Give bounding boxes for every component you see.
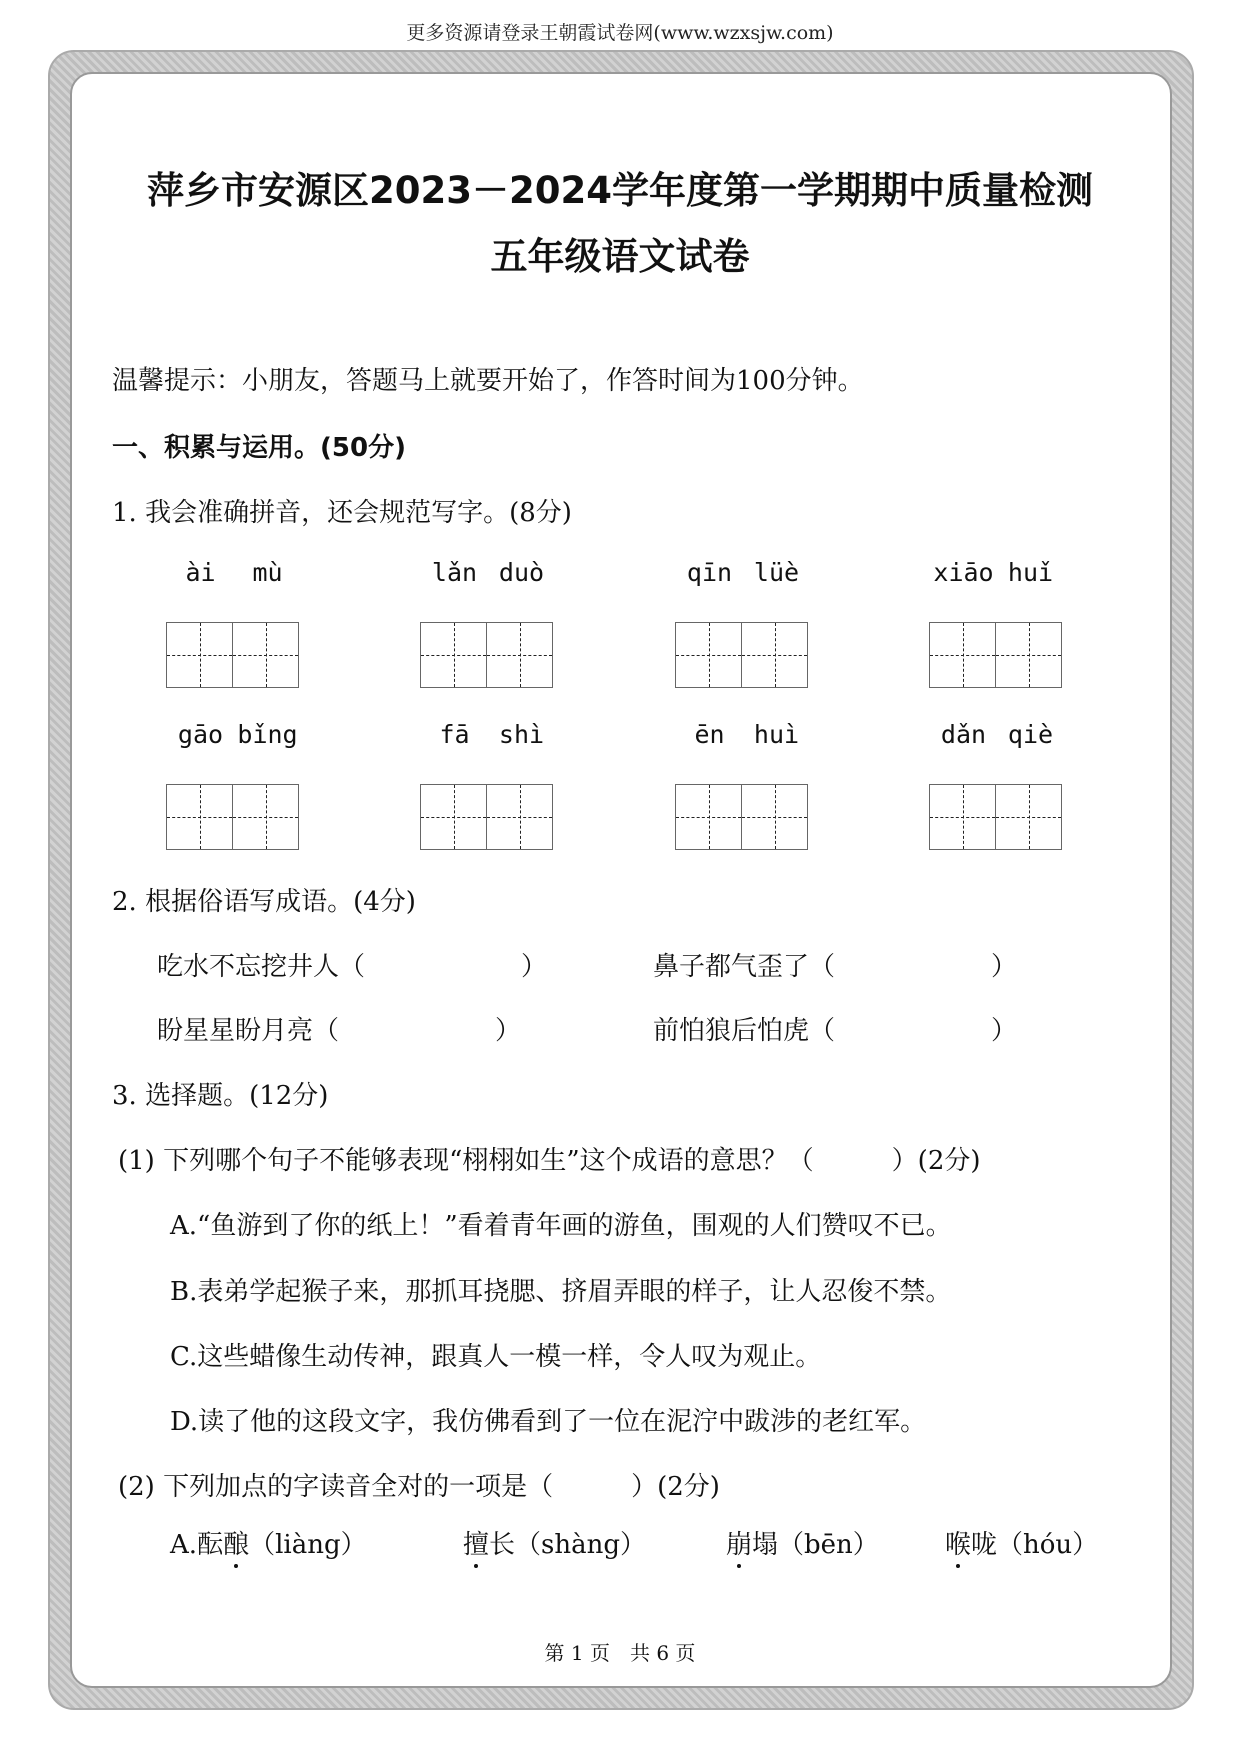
word-pinyin: （hóu）	[997, 1530, 1099, 1560]
pinyin-label: fā	[439, 720, 470, 749]
idiom-item: 吃水不忘挖井人（ ）	[157, 952, 548, 982]
grid-cell[interactable]	[486, 784, 553, 850]
q2-prompt: 2. 根据俗语写成语。(4分)	[112, 887, 416, 917]
word-char: 塌	[752, 1530, 779, 1560]
pinyin-label: gāo	[177, 720, 224, 749]
idiom-item: 盼星星盼月亮（ ）	[157, 1016, 522, 1046]
grid-cell[interactable]	[232, 622, 299, 688]
sub2-option-a	[170, 1524, 367, 1561]
grid-cell[interactable]	[232, 784, 299, 850]
dotted-char: 喉	[945, 1530, 972, 1560]
dotted-char: 擅	[463, 1530, 490, 1560]
pinyin-label: qīn	[686, 558, 733, 587]
header-note: 更多资源请登录王朝霞试卷网(www.wzxsjw.com)	[406, 22, 834, 44]
word-char: 酝	[197, 1530, 224, 1560]
pinyin-label: ài	[185, 558, 216, 587]
option-d: D.读了他的这段文字，我仿佛看到了一位在泥泞中跋涉的老红军。	[170, 1407, 927, 1437]
word-char: 咙	[971, 1530, 998, 1560]
grid-cell[interactable]	[166, 784, 233, 850]
grid-cell[interactable]	[166, 622, 233, 688]
grid-cell[interactable]	[675, 622, 742, 688]
page-footer: 第 1 页 共 6 页	[544, 1641, 696, 1665]
page-border	[48, 50, 1194, 1710]
q1-prompt: 1. 我会准确拼音，还会规范写字。(8分)	[112, 498, 572, 528]
pinyin-label: xiāo	[933, 558, 994, 587]
grid-cell[interactable]	[929, 784, 996, 850]
writing-grid[interactable]	[421, 622, 555, 688]
word-pinyin: （shàng）	[515, 1530, 647, 1560]
pinyin-label: dǎn	[940, 720, 987, 749]
sub2-word	[945, 1524, 1098, 1561]
pinyin-label: lüè	[753, 558, 800, 587]
writing-grid[interactable]	[421, 784, 555, 850]
sub2-word	[463, 1524, 646, 1561]
tip: 温馨提示：小朋友，答题马上就要开始了，作答时间为100分钟。	[112, 366, 864, 396]
dotted-char: 崩	[726, 1530, 753, 1560]
grid-cell[interactable]	[420, 784, 487, 850]
option-c: C.这些蜡像生动传神，跟真人一模一样，令人叹为观止。	[170, 1342, 822, 1372]
q3-sub1-prompt: (1) 下列哪个句子不能够表现“栩栩如生”这个成语的意思？（ ）(2分)	[118, 1146, 981, 1176]
pinyin-label: qiè	[1007, 720, 1054, 749]
q3-sub2-prompt: (2) 下列加点的字读音全对的一项是（ ）(2分)	[118, 1472, 720, 1502]
grid-cell[interactable]	[741, 622, 808, 688]
word-char: 长	[489, 1530, 516, 1560]
section-heading: 一、积累与运用。(50分)	[112, 433, 406, 463]
option-label: A.	[170, 1530, 198, 1560]
page-subtitle: 五年级语文试卷	[490, 235, 750, 278]
pinyin-label: ēn	[694, 720, 725, 749]
sub2-word	[726, 1524, 879, 1561]
grid-cell[interactable]	[995, 622, 1062, 688]
dotted-char: 酿	[223, 1530, 250, 1560]
writing-grid[interactable]	[930, 622, 1064, 688]
pinyin-label: shì	[498, 720, 545, 749]
grid-cell[interactable]	[675, 784, 742, 850]
grid-cell[interactable]	[995, 784, 1062, 850]
grid-cell[interactable]	[741, 784, 808, 850]
writing-grid[interactable]	[930, 784, 1064, 850]
writing-grid[interactable]	[167, 622, 301, 688]
idiom-item: 前怕狼后怕虎（ ）	[653, 1016, 1018, 1046]
word-pinyin: （liàng）	[249, 1530, 367, 1560]
option-a: A.“鱼游到了你的纸上！”看着青年画的游鱼，围观的人们赞叹不已。	[170, 1211, 952, 1241]
page-title: 萍乡市安源区2023－2024学年度第一学期期中质量检测	[147, 169, 1093, 212]
pinyin-label: mù	[252, 558, 283, 587]
pinyin-label: huǐ	[1007, 558, 1054, 587]
writing-grid[interactable]	[676, 784, 810, 850]
option-b: B.表弟学起猴子来，那抓耳挠腮、挤眉弄眼的样子，让人忍俊不禁。	[170, 1277, 952, 1307]
pinyin-label: huì	[753, 720, 800, 749]
writing-grid[interactable]	[676, 622, 810, 688]
grid-cell[interactable]	[420, 622, 487, 688]
idiom-item: 鼻子都气歪了（ ）	[653, 952, 1018, 982]
grid-cell[interactable]	[929, 622, 996, 688]
pinyin-label: duò	[498, 558, 545, 587]
pinyin-label: lǎn	[431, 558, 478, 587]
pinyin-label: bǐng	[237, 720, 298, 749]
word-pinyin: （bēn）	[778, 1530, 879, 1560]
q3-prompt: 3. 选择题。(12分)	[112, 1081, 329, 1111]
grid-cell[interactable]	[486, 622, 553, 688]
writing-grid[interactable]	[167, 784, 301, 850]
